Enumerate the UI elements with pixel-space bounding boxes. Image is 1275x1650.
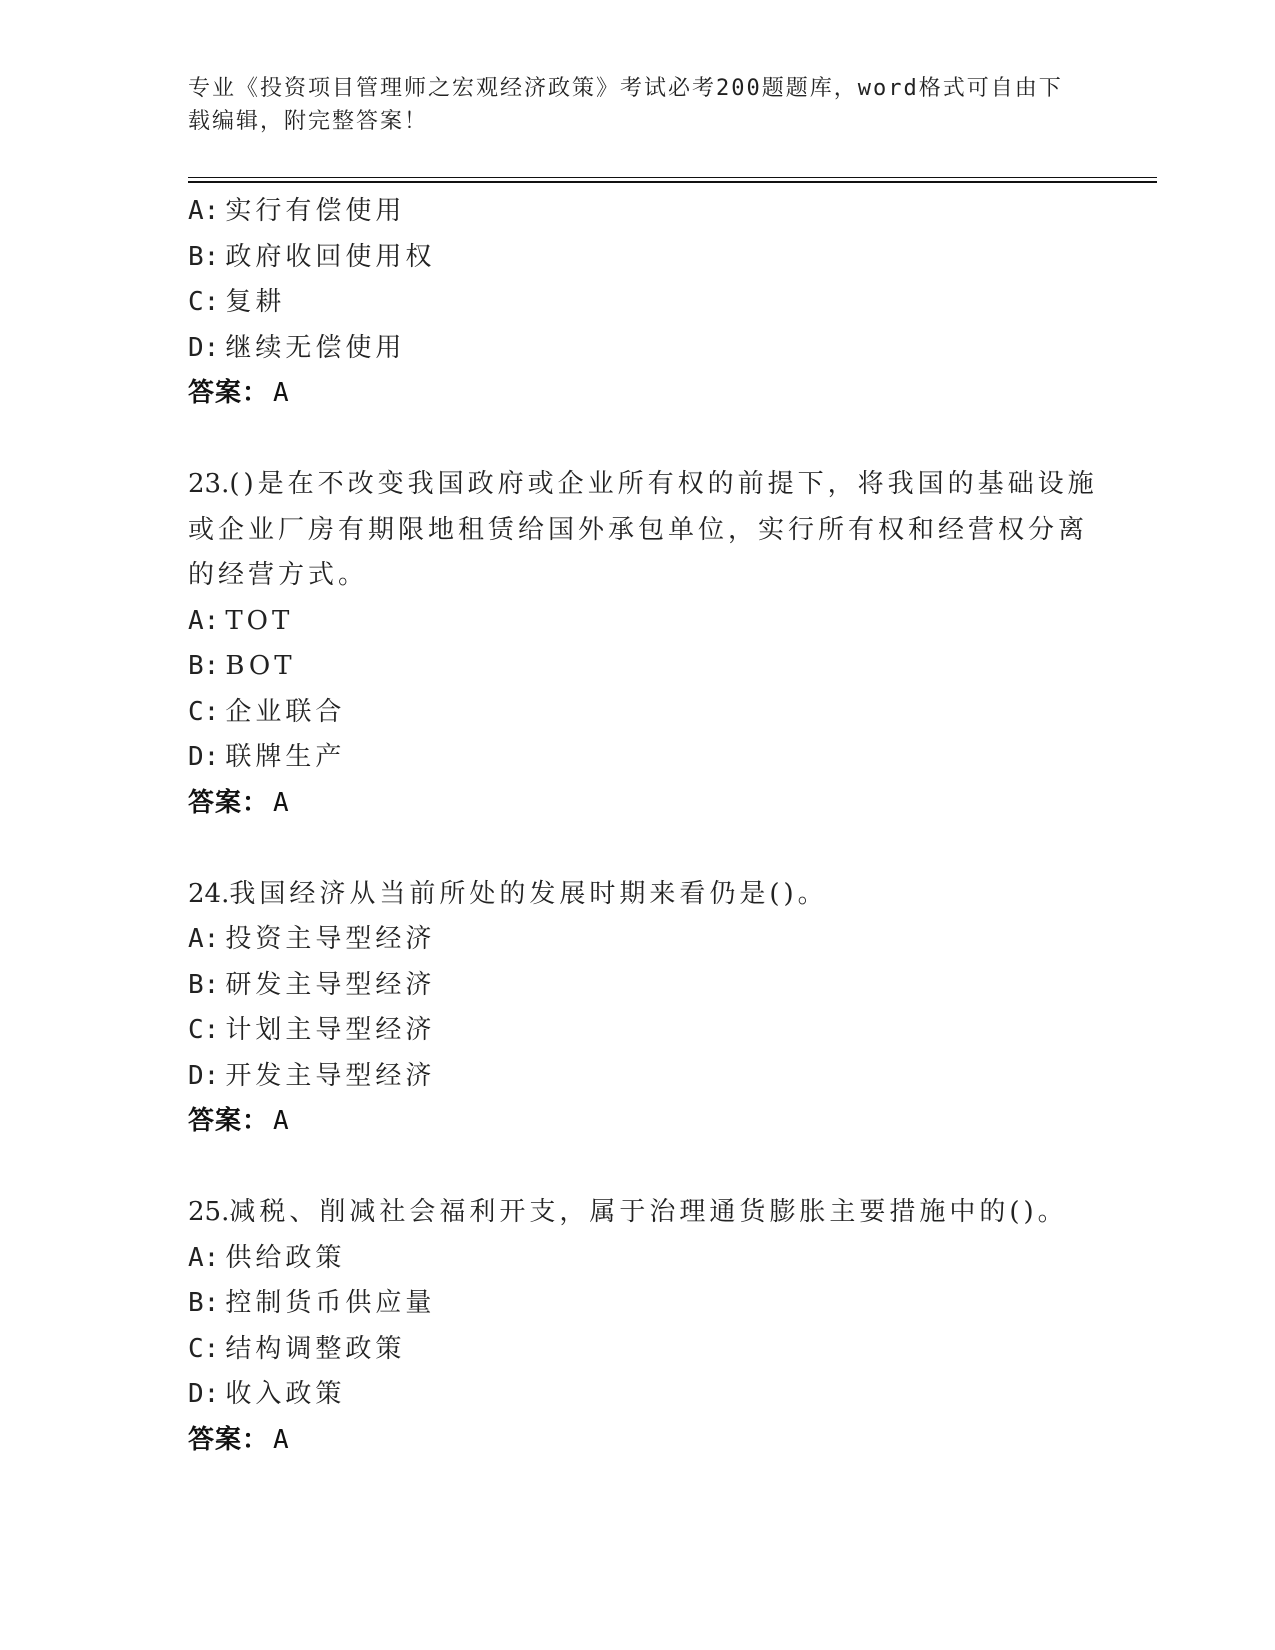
option-b: B: 研发主导型经济 bbox=[188, 969, 436, 1000]
option-d: D: 继续无偿使用 bbox=[188, 332, 406, 363]
question-list bbox=[188, 189, 1098, 1463]
question-text-cont: 的经营方式。 bbox=[188, 560, 369, 590]
option-c: C: 企业联合 bbox=[188, 696, 346, 727]
question-text: 24.我国经济从当前所处的发展时期来看仍是()。 bbox=[188, 878, 828, 909]
option-b: B: BOT bbox=[188, 651, 296, 681]
option-b: B: 政府收回使用权 bbox=[188, 241, 436, 272]
header-rule-thin bbox=[188, 177, 1157, 178]
option-c: C: 结构调整政策 bbox=[188, 1333, 406, 1364]
option-d: D: 开发主导型经济 bbox=[188, 1060, 436, 1091]
question-text: 25.减税、削减社会福利开支，属于治理通货膨胀主要措施中的()。 bbox=[188, 1197, 1068, 1227]
answer-line: 答案： A bbox=[188, 1424, 290, 1455]
question-text-cont: 或企业厂房有期限地租赁给国外承包单位，实行所有权和经营权分离 bbox=[188, 514, 1089, 545]
option-d: D: 联牌生产 bbox=[188, 742, 346, 772]
answer-line: 答案： A bbox=[188, 1106, 290, 1136]
option-c: C: 计划主导型经济 bbox=[188, 1015, 436, 1045]
block-spacer bbox=[188, 417, 1088, 463]
question-block bbox=[188, 1190, 1088, 1463]
header-rule-thick bbox=[188, 181, 1157, 183]
question-block bbox=[188, 189, 1088, 417]
block-spacer bbox=[188, 826, 1088, 872]
option-a: A: 供给政策 bbox=[188, 1242, 346, 1273]
answer-line: 答案： A bbox=[188, 378, 290, 408]
option-c: C: 复耕 bbox=[188, 287, 286, 317]
option-a: A: 实行有偿使用 bbox=[188, 196, 406, 226]
answer-line: 答案： A bbox=[188, 787, 290, 818]
question-text: 23.()是在不改变我国政府或企业所有权的前提下，将我国的基础设施 bbox=[188, 469, 1098, 499]
document-header bbox=[188, 72, 1068, 138]
question-block bbox=[188, 872, 1088, 1145]
header-text: 专业《投资项目管理师之宏观经济政策》考试必考200题题库，word格式可自由下载编辑，附完整答案！ bbox=[188, 76, 1063, 134]
question-block bbox=[188, 462, 1098, 826]
option-d: D: 收入政策 bbox=[188, 1379, 346, 1409]
block-spacer bbox=[188, 1145, 1088, 1191]
option-b: B: 控制货币供应量 bbox=[188, 1288, 436, 1318]
option-a: A: TOT bbox=[188, 605, 294, 636]
option-a: A: 投资主导型经济 bbox=[188, 924, 436, 954]
